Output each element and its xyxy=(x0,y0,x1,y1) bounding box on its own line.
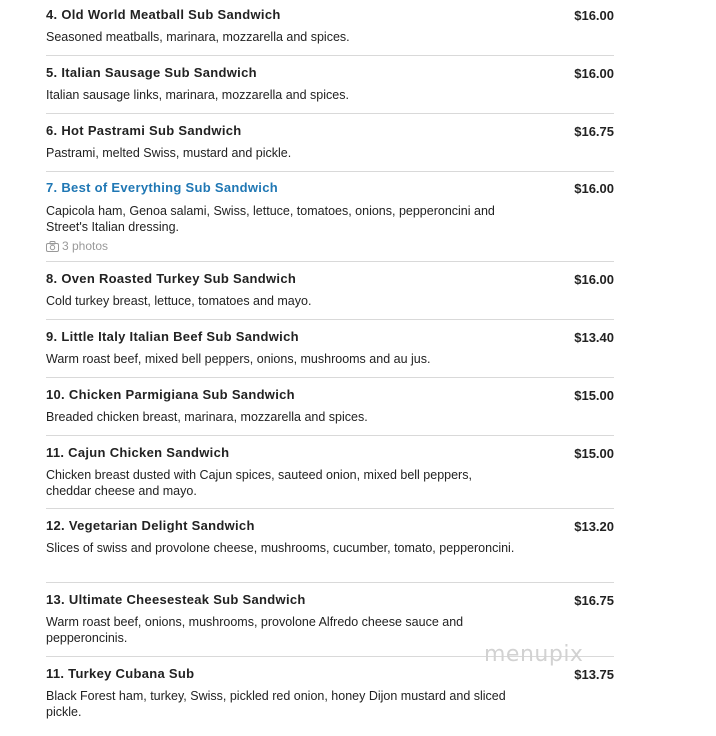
item-name: 11. Cajun Chicken Sandwich xyxy=(46,445,230,460)
item-price: $16.75 xyxy=(574,593,614,608)
item-description: Warm roast beef, mixed bell peppers, onions, mushrooms and au jus. xyxy=(46,352,431,366)
item-name: 10. Chicken Parmigiana Sub Sandwich xyxy=(46,387,295,402)
menu-item xyxy=(46,378,614,436)
item-description: Italian sausage links, marinara, mozzarella and spices. xyxy=(46,88,349,102)
item-price: $16.00 xyxy=(574,66,614,81)
item-price: $16.00 xyxy=(574,272,614,287)
menu-item xyxy=(46,0,614,56)
menu-item xyxy=(46,320,614,378)
menu-item xyxy=(46,172,614,262)
menu-item xyxy=(46,114,614,172)
menu-item xyxy=(46,657,614,735)
menu-item xyxy=(46,436,614,509)
item-description: Black Forest ham, turkey, Swiss, pickled red onion, honey Dijon mustard and sliced pickle. xyxy=(46,689,506,719)
watermark-logo: menupix xyxy=(484,642,584,667)
item-price: $16.00 xyxy=(574,181,614,196)
item-name: 11. Turkey Cubana Sub xyxy=(46,666,195,681)
item-name: 12. Vegetarian Delight Sandwich xyxy=(46,518,255,533)
item-name: 5. Italian Sausage Sub Sandwich xyxy=(46,65,257,80)
item-description: Capicola ham, Genoa salami, Swiss, lettuce, tomatoes, onions, pepperoncini and Street's Italian dressing. xyxy=(46,204,495,234)
item-name: 4. Old World Meatball Sub Sandwich xyxy=(46,7,281,22)
item-name-link[interactable]: 7. Best of Everything Sub Sandwich xyxy=(46,180,278,195)
item-description: Warm roast beef, onions, mushrooms, provolone Alfredo cheese sauce and pepperoncinis. xyxy=(46,615,464,645)
item-name: 8. Oven Roasted Turkey Sub Sandwich xyxy=(46,271,297,286)
camera-icon xyxy=(46,241,59,252)
item-price: $16.00 xyxy=(574,8,614,23)
menu-item xyxy=(46,56,614,114)
item-description: Pastrami, melted Swiss, mustard and pickle. xyxy=(46,146,292,160)
item-name: 6. Hot Pastrami Sub Sandwich xyxy=(46,123,242,138)
item-name: 13. Ultimate Cheesesteak Sub Sandwich xyxy=(46,592,306,607)
item-price: $13.40 xyxy=(574,330,614,345)
item-price: $13.20 xyxy=(574,519,614,534)
item-name: 9. Little Italy Italian Beef Sub Sandwich xyxy=(46,329,299,344)
item-description: Seasoned meatballs, marinara, mozzarella and spices. xyxy=(46,30,350,44)
item-price: $13.75 xyxy=(574,667,614,682)
menu-item xyxy=(46,509,614,583)
photos-count: 3 photos xyxy=(62,239,109,253)
item-price: $16.75 xyxy=(574,124,614,139)
item-price: $15.00 xyxy=(574,388,614,403)
item-price: $15.00 xyxy=(574,446,614,461)
item-description: Slices of swiss and provolone cheese, mushrooms, cucumber, tomato, pepperoncini. xyxy=(46,541,515,555)
item-description: Cold turkey breast, lettuce, tomatoes and mayo. xyxy=(46,294,312,308)
photos-link[interactable] xyxy=(46,239,108,253)
item-description: Breaded chicken breast, marinara, mozzarella and spices. xyxy=(46,410,368,424)
menu-item xyxy=(46,262,614,320)
menu-list xyxy=(46,0,614,735)
item-description: Chicken breast dusted with Cajun spices, sauteed onion, mixed bell peppers, cheddar cheese and mayo. xyxy=(46,468,472,498)
